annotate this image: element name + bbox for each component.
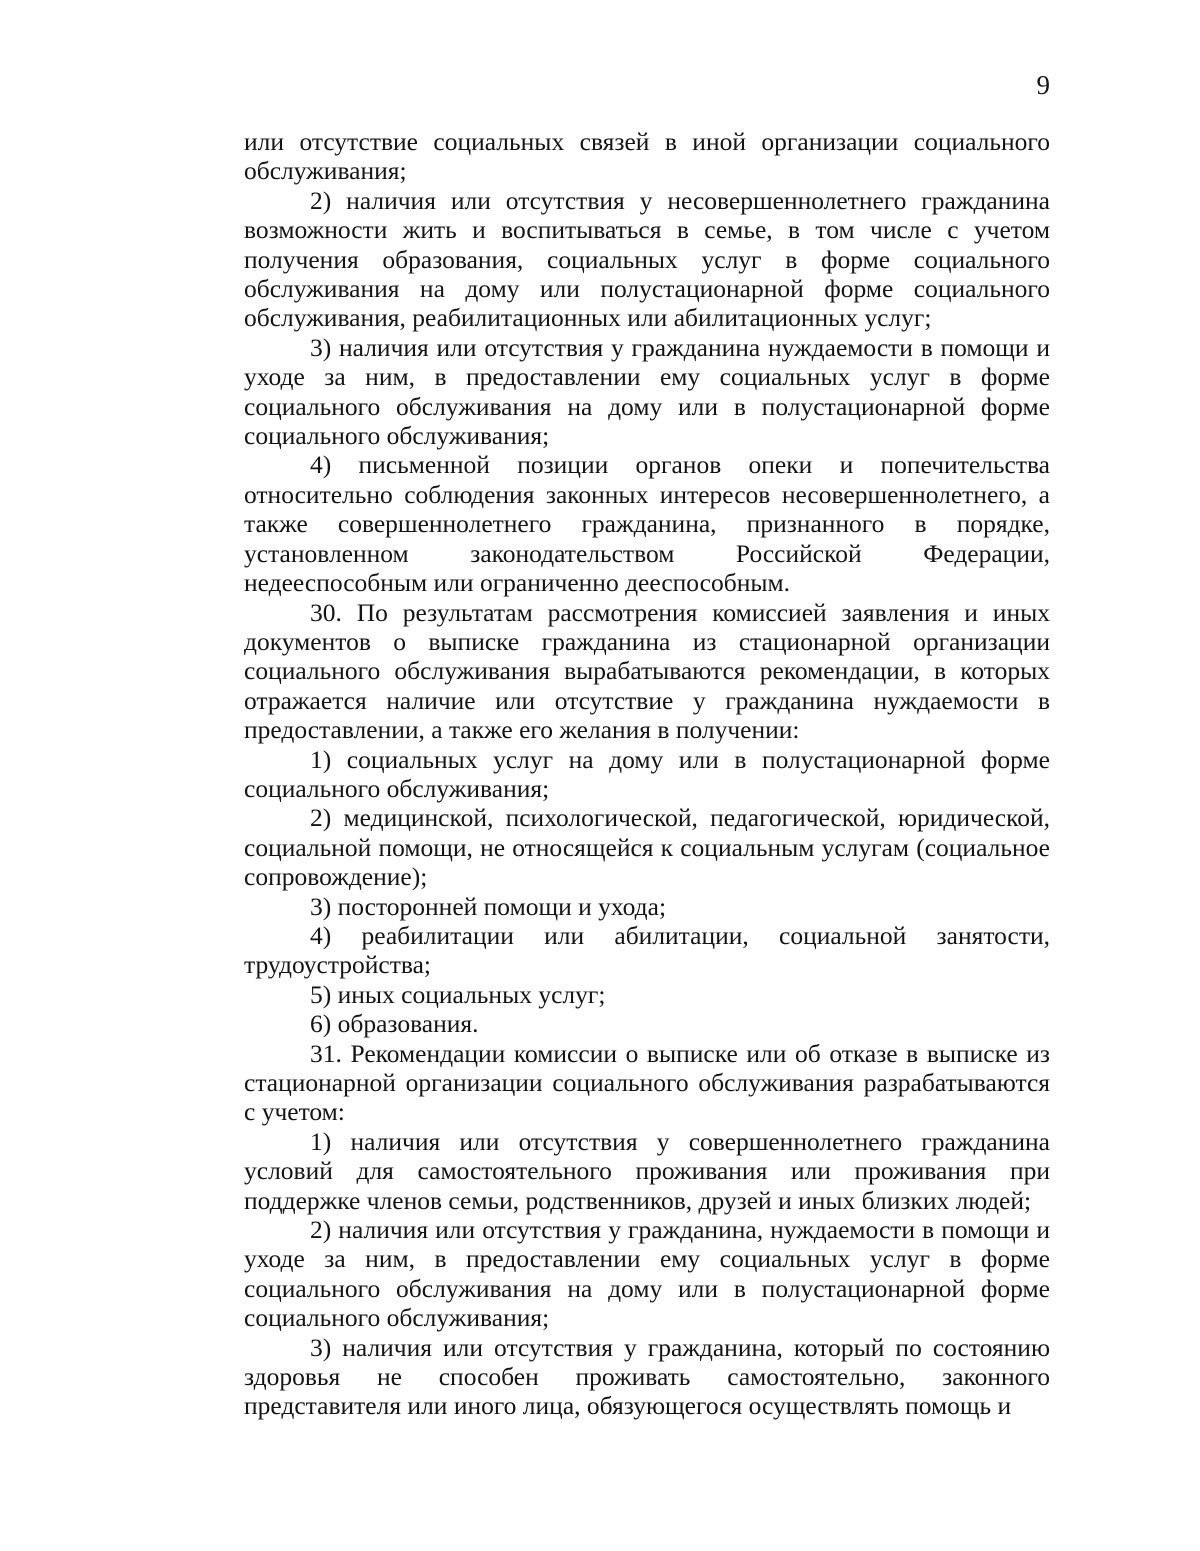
clause-31-item-1: 1) наличия или отсутствия у совершеннолетнего гражданина условий для самостоятельного проживания или проживания при поддержке членов семьи, родственников, друзей и иных близких людей; — [244, 1126, 1050, 1215]
clause-30-item-4: 4) реабилитации или абилитации, социальной занятости, трудоустройства; — [244, 920, 1050, 980]
clause-30: 30. По результатам рассмотрения комиссией заявления и иных документов о выписке гражданина из стационарной организации социального обслуживания вырабатываются рекомендации, в которых отражается наличие или отсутствие у гражданина нуждаемости в предоставлении, а также его желания в получении: — [244, 597, 1050, 745]
list-item-4: 4) письменной позиции органов опеки и попечительства относительно соблюдения законных интересов несовершеннолетнего, а также совершеннолетнего гражданина, признанного в порядке, установленном законодательством Российской Федерации, недееспособным или ограниченно дееспособным. — [244, 450, 1050, 598]
list-item-2: 2) наличия или отсутствия у несовершеннолетнего гражданина возможности жить и воспитываться в семье, в том числе с учетом получения образования, социальных услуг в форме социального обслуживания на дому или полустационарной форме социального обслуживания, реабилитационных или абилитационных услуг; — [244, 185, 1050, 333]
clause-30-item-1: 1) социальных услуг на дому или в полустационарной форме социального обслуживания; — [244, 744, 1050, 803]
clause-30-item-3: 3) посторонней помощи и ухода; — [310, 891, 667, 921]
page-number: 9 — [1036, 70, 1050, 100]
clause-31-item-2: 2) наличия или отсутствия у гражданина, нуждаемости в помощи и уходе за ним, в предоставлении ему социальных услуг в форме социального обслуживания на дому или в полустационарной форме социального обслуживания; — [244, 1215, 1050, 1333]
clause-30-item-2: 2) медицинской, психологической, педагогической, юридической, социальной помощи, не относящейся к социальным услугам (социальное сопровождение); — [244, 803, 1050, 892]
clause-30-item-6: 6) образования. — [310, 1009, 479, 1039]
clause-31-item-3: 3) наличия или отсутствия у гражданина, который по состоянию здоровья не способен проживать самостоятельно, законного представителя или иного лица, обязующегося осуществлять помощь и — [244, 1332, 1050, 1421]
clause-31: 31. Рекомендации комиссии о выписке или об отказе в выписке из стационарной организации социального обслуживания разрабатываются с учетом: — [244, 1038, 1050, 1127]
list-item-3: 3) наличия или отсутствия у гражданина нуждаемости в помощи и уходе за ним, в предоставлении ему социальных услуг в форме социального обслуживания на дому или в полустационарной форме социального обслуживания; — [244, 332, 1050, 451]
document-body — [244, 127, 1050, 1421]
clause-30-item-5: 5) иных социальных услуг; — [310, 979, 606, 1009]
paragraph-continuation: или отсутствие социальных связей в иной организации социального обслуживания; — [244, 127, 1050, 186]
